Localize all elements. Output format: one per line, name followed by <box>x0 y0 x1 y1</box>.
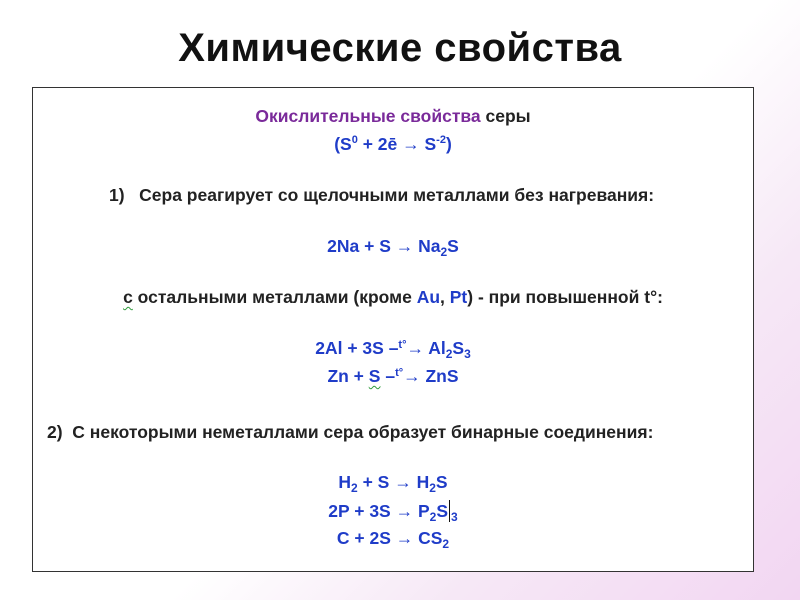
content-panel <box>32 87 754 572</box>
point-2-text: С некоторыми неметаллами сера образует бинарные соединения: <box>72 422 654 442</box>
point-1-text: Сера реагирует со щелочными металлами без нагревания: <box>139 185 655 205</box>
eq-p2s3-p1: P <box>413 501 430 521</box>
eq-al-sub-2: 3 <box>464 347 471 361</box>
eq-zn-right: ZnS <box>420 366 459 386</box>
half-reaction-close: ) <box>445 134 452 154</box>
eq-h2s-p2: S <box>435 472 448 492</box>
half-reaction-plus: + 2ē <box>357 134 403 154</box>
eq-h2s-sub: 2 <box>429 481 436 495</box>
s-charge: 0 <box>351 134 358 146</box>
note-au: Au <box>416 287 441 307</box>
point-1 <box>109 185 800 206</box>
eq-al-p2: S <box>452 338 465 358</box>
eq-al-sub-1: 2 <box>445 347 453 361</box>
s2-charge: -2 <box>436 134 446 146</box>
point-2-number: 2) <box>47 422 63 442</box>
eq-al-dash: – <box>388 338 399 358</box>
eq-al-p1: Al <box>423 338 446 358</box>
eq-p2s3-sub-2: 3 <box>451 510 458 524</box>
eq-zn-condition: t° <box>395 367 404 379</box>
eq-al-condition: t° <box>398 339 407 351</box>
text-cursor <box>449 500 450 522</box>
equation-h2s <box>33 472 753 493</box>
equation-p2s3 <box>33 500 753 522</box>
point-1-number: 1) <box>109 185 125 205</box>
note-c: с <box>123 287 133 307</box>
arrow-icon: → <box>395 528 414 548</box>
arrow-icon: → <box>406 338 424 358</box>
half-reaction-s: S <box>419 134 437 154</box>
eq-zn-left: Zn + <box>327 366 369 386</box>
arrow-icon: → <box>394 472 412 492</box>
eq-na-sub: 2 <box>440 245 448 259</box>
eq-na-p2: S <box>447 236 459 256</box>
eq-zn-dash: – <box>380 366 396 386</box>
note-pt: Pt <box>449 287 468 307</box>
eq-p2s3-p2: S <box>436 501 449 521</box>
page-title: Химические свойства <box>178 26 622 70</box>
equation-zns <box>33 366 753 387</box>
eq-cs2-sub: 2 <box>442 537 450 551</box>
eq-h2s-p1: H <box>411 472 430 492</box>
point-2 <box>47 422 767 443</box>
equation-cs2 <box>33 528 753 549</box>
note-comma: , <box>440 287 450 307</box>
eq-p2s3-sub-1: 2 <box>429 510 437 524</box>
heading-purple: Окислительные свойства <box>255 106 481 126</box>
note-text-2: ) - при повышенной t°: <box>467 287 663 307</box>
eq-h2s-h: H <box>338 472 352 492</box>
eq-zn-s: S <box>368 366 381 386</box>
eq-na-left: 2Na + S <box>327 236 396 256</box>
note-text-1: остальными металлами (кроме <box>132 287 417 307</box>
eq-h2s-h-sub: 2 <box>351 481 358 495</box>
eq-p2s3-left: 2P + 3S <box>328 501 396 521</box>
half-reaction-open: (S <box>334 134 352 154</box>
arrow-icon: → <box>403 366 421 386</box>
eq-h2s-mid: + S <box>357 472 395 492</box>
eq-cs2-p1: CS <box>413 528 443 548</box>
eq-cs2-left: C + 2S <box>336 528 396 548</box>
eq-na-p1: Na <box>413 236 441 256</box>
arrow-icon: → <box>395 236 414 256</box>
eq-al-left: 2Al + 3S <box>315 338 389 358</box>
arrow-icon: → <box>395 501 414 521</box>
heading-rest: серы <box>480 106 531 126</box>
equation-na2s <box>33 236 753 257</box>
equation-al2s3 <box>33 338 753 359</box>
section-heading <box>33 106 753 127</box>
note-other-metals <box>33 287 753 308</box>
arrow-icon: → <box>402 134 420 154</box>
half-reaction <box>33 134 753 155</box>
